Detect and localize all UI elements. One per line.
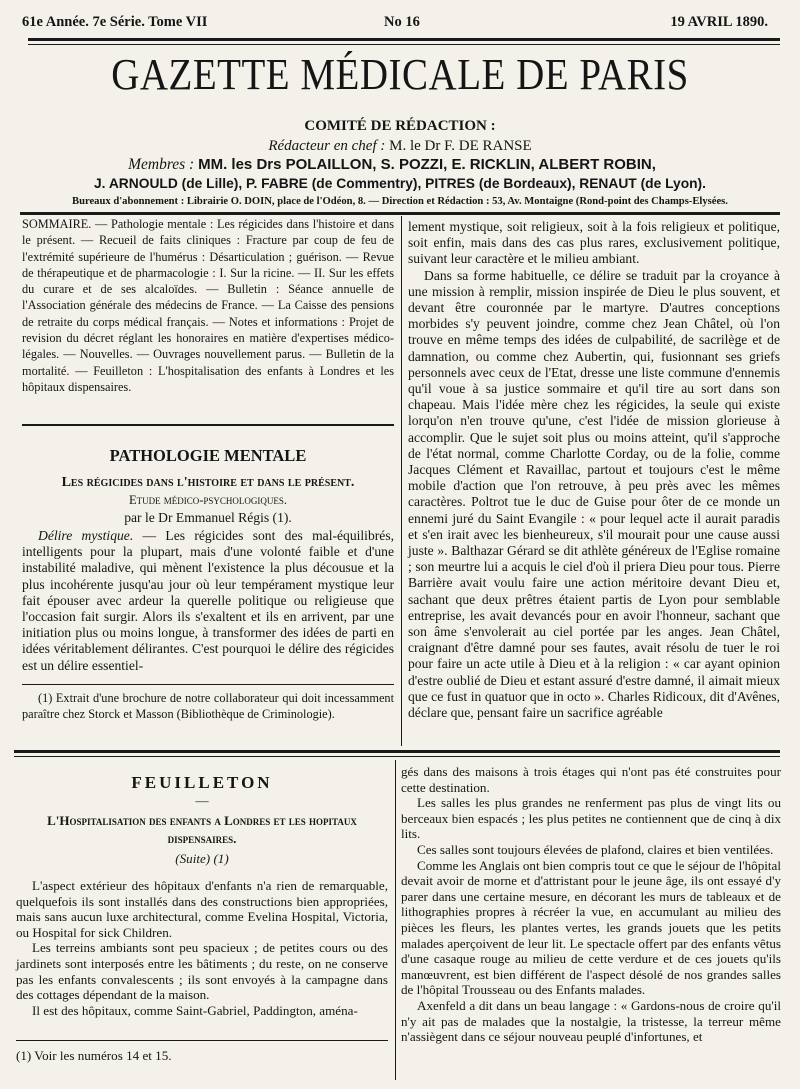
members-line-1: Membres : MM. les Drs POLAILLON, S. POZZI, E. RICKLIN, ALBERT ROBIN, — [128, 156, 656, 173]
feuilleton-right-paragraph-1: gés dans des maisons à trois étages qui n'ont pas été construites pour cette destination. — [401, 764, 781, 795]
article-footnote-block — [22, 690, 394, 723]
article-title: Les régicides dans l'histoire et dans le présent. — [61, 475, 355, 490]
summary-block — [22, 216, 394, 395]
feuilleton-suite: (Suite) (1) — [175, 851, 229, 866]
upper-column-divider — [401, 216, 402, 746]
article-section: PATHOLOGIE MENTALE — [109, 446, 307, 465]
feuilleton-rule — [14, 750, 780, 753]
article-right-column — [408, 219, 780, 721]
issue-line — [22, 14, 768, 36]
feuilleton-rule-thin — [14, 756, 780, 757]
article-left-column — [22, 444, 394, 674]
feuilleton-label: FEUILLETON — [131, 773, 273, 792]
feuilleton-right-paragraph-2: Les salles les plus grandes ne renferment pas plus de vingt lits ou berceaux bien espacés ; les plus petites ne contiennent que de cinq à dix lits. — [401, 795, 781, 842]
members-line-2: J. ARNOULD (de Lille), P. FABRE (de Commentry), PITRES (de Bordeaux), RENAUT (de Lyon). — [94, 176, 706, 191]
feuilleton-footnote-block — [16, 1048, 388, 1064]
feuilleton-paragraph-1: L'aspect extérieur des hôpitaux d'enfants n'a rien de remarquable, quelquefois ils sont installés dans des constructions bien appropriées, mais sans aucun luxe architectural, comme Evelina Hospital, Victoria, ou Hospital for sick Children. — [16, 878, 388, 940]
article-footnote: (1) Extrait d'une brochure de notre collaborateur qui doit incessamment paraître chez Storck et Masson (Bibliothèque de Criminologie). — [22, 691, 394, 722]
offices-line: Bureaux d'abonnement : Librairie O. DOIN, place de l'Odéon, 8. — Direction et Rédaction : 53, Av. Montaigne (Rond-point des Champs-Elysées. — [72, 196, 728, 207]
summary-text: SOMMAIRE. — Pathologie mentale : Les régicides dans l'histoire et dans le présent. — Recueil de faits cliniques : Fracture par coup de feu de l'extrémité supérieure de l'humérus : Désarticulation ; guérison. — Revue de thérapeutique et de pharmacologie : I. Sur la ricine. — II. Sur les effets du curare et de ses alcaloïdes. — Bulletin : Séance annuelle de l'Association générale des médecins de France. — La Caisse des pensions de retraite du corps médical français. — Notes et informations : Projet de revision du décret réglant les honoraires en matière d'expertises médico-légales. — Nouvelles. — Ouvrages nouvellement parus. — Bulletin de la mortalité. — Feuilleton : L'hospitalisation des enfants à Londres et les hôpitaux dispensaires. — [22, 217, 394, 394]
feuilleton-right-paragraph-4: Comme les Anglais ont bien compris tout ce que le séjour de l'hôpital devait avoir de morne et d'attristant pour le jeune âge, ils ont essayé d'y parer dans une certaine mesure, en décorant les murs de tableaux et de lithographies propres à récréer la vue, en accumulant au milieu des pièces les fleurs, les plantes vertes, les grands jouets que les petits malades aperçoivent de leur lit. Le spectacle offert par des enfants vêtus d'une casaque rouge au milieu de cette verdure et de ces jouets qu'ils manœuvrent, est bien différent de l'aspect désolé de nos grandes salles de l'hôpital Trousseau ou des Enfants malades. — [401, 857, 781, 998]
top-rule-thin — [28, 44, 780, 45]
article-paragraph-1: Délire mystique. — Les régicides sont des mal-équilibrés, intelligents pour la plupart, mais d'une volonté faible et d'une instabilité maladive, qui mènent l'existence la plus décousue et la plus incohérente jusqu'au jour où leur tempérament mystique leur fait épouser avec ardeur la querelle politique ou religieuse que l'occasion fait surgir. Alors ils s'exaltent et ils en arrivent, par une initiation plus ou moins longue, à transformer des idées de parti en idées véritablement délirantes. C'est pourquoi le délire des régicides est un délire essentiel- — [22, 528, 395, 673]
feuilleton-paragraph-3: Il est des hôpitaux, comme Saint-Gabriel, Paddington, aména- — [32, 1002, 358, 1018]
feuilleton-right-paragraph-5: Axenfeld a dit dans un beau langage : « Gardons-nous de croire qu'il n'y ait pas de malades que la nostalgie, la tristesse, la terreur même n'assiègent dans ce séjour nouveau peuplé d'infortunes, et — [401, 997, 781, 1045]
summary-rule — [22, 424, 394, 426]
editor-line: Rédacteur en chef : M. le Dr F. DE RANSE — [268, 138, 532, 154]
committee-heading: COMITÉ DE RÉDACTION : — [304, 118, 496, 134]
lower-column-divider — [395, 760, 396, 1080]
feuilleton-dash: — — [195, 793, 209, 808]
article-author: par le Dr Emmanuel Régis (1). — [124, 510, 292, 525]
feuilleton-title: L'Hospitalisation des enfants a Londres et les hopitaux dispensaires. — [47, 813, 357, 846]
issue-number: No 16 — [384, 14, 420, 30]
feuilleton-right-column — [401, 764, 781, 1045]
article-subtitle: Etude médico-psychologiques. — [128, 493, 288, 507]
masthead-rule — [20, 212, 780, 215]
article-footnote-rule — [22, 684, 394, 685]
article-right-paragraph-1: lement mystique, soit religieux, soit à la fois religieux et politique, soit enfin, mais dans des cas plus rares, exclusivement politique, suivant leur caractère et le milieu ambiant. — [408, 219, 780, 267]
feuilleton-footnote-rule — [16, 1040, 388, 1041]
feuilleton-footnote: (1) Voir les numéros 14 et 15. — [16, 1048, 172, 1063]
feuilleton-paragraph-2: Les terreins ambiants sont peu spacieux ; de petites cours ou des jardinets sont interposés entre les bâtiments ; du reste, on ne conserve pas les enfants convalescents ; ils sont envoyés à la campagne dans des cottages dépendant de la maison. — [16, 940, 388, 1003]
journal-title: GAZETTE MÉDICALE DE PARIS — [111, 49, 689, 100]
issue-date: 19 AVRIL 1890. — [670, 14, 768, 30]
article-right-paragraph-2: Dans sa forme habituelle, ce délire se traduit par la croyance à une mission à remplir, mission inspirée de Dieu le plus souvent, et devant être couronnée par le martyre. D'autres conceptions morbides s'y peuvent joindre, comme chez Jean Châtel, où l'on trouve en même temps des idées de culpabilité, de sacrilège et de damnation, ou comme chez Aubertin, qui, fusionnant ses griefs personnels avec ceux de l'Etat, dresse une liste commune d'ennemis qu'il voue à sa justice sommaire et qu'il tire au sort dans son chapeau. Mais l'idée mère chez les régicides, la seule qui existe lorqu'on n'en trouve qu'une, c'est l'idée de mission glorieuse à accomplir. Que le sujet soit plus ou moins atteint, qu'il s'approche de l'état normal, comme Charlotte Corday, ou de la folie, comme Jacques Clément et Ravaillac, partout et toujours c'est le même mobile d'action que l'on retrouve, à peu près avec les mêmes caractères. Poltrot tue le duc de Guise pour ôter de ce monde un ennemi juré du Saint Evangile : « pour lequel acte il aurait paradis et s'en irait avec les bienheureux, s'il mourait pour une cause aussi juste ». Balthazar Gérard se dit athlète généreux de l'Eglise romaine ; son meurtre lui a acquis le ciel d'où il priera Dieu pour tous. Pierre Barrière avait voulu faire une action méritoire devant Dieu et, sachant que deux prêtres étaient partis de Lyon pour semblable entreprise, les avait devancés pour en avoir l'honneur, sachant que son âme s'envolerait au ciel portée par les anges. Jean Châtel, craignant d'être damné pour ses fautes, avait résolu de tuer le roi pour faire un acte utile à Dieu et à la religion : « car ayant opinion d'estre oublié de Dieu et estant assuré d'estre damné, il aimait mieux que ce fust in quatuor que in octo ». Charles Ridicoux, dit d'Avênes, déclare que, pensant faire un sacrifice agréable — [408, 267, 780, 721]
volume-info: 61e Année. 7e Série. Tome VII — [22, 14, 208, 30]
top-rule-thick — [28, 38, 780, 41]
feuilleton-left-column — [16, 772, 388, 1018]
feuilleton-right-paragraph-3: Ces salles sont toujours élevées de plafond, claires et bien ventilées. — [417, 841, 774, 857]
